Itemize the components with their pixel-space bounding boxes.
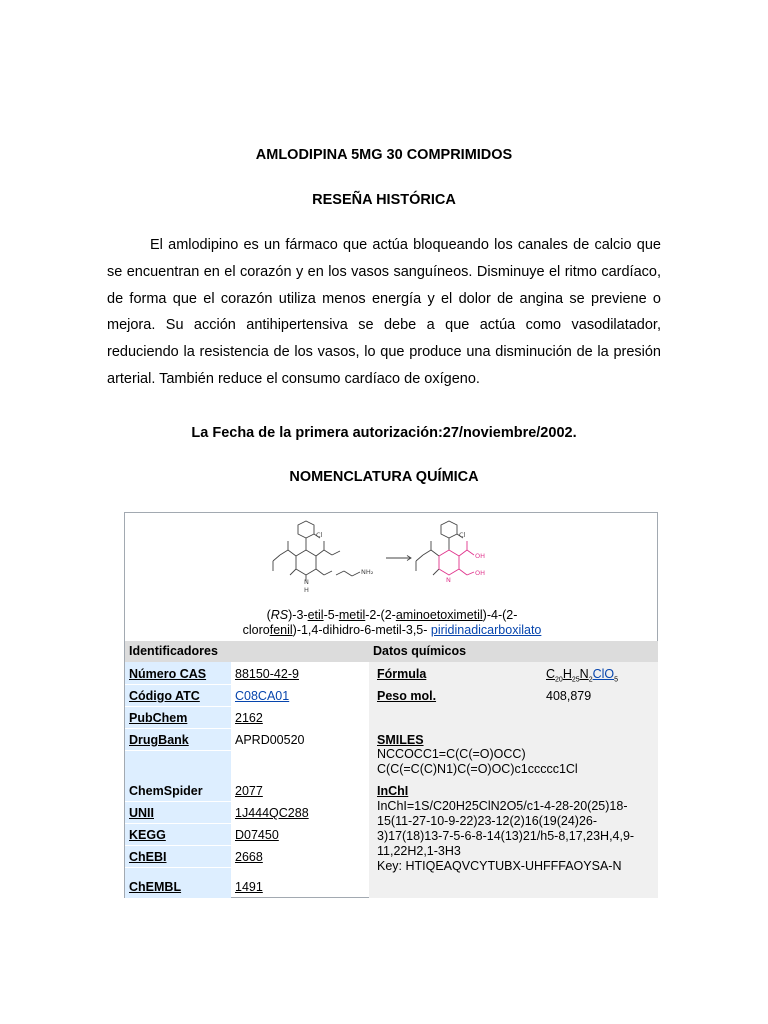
history-paragraph: El amlodipino es un fármaco que actúa bloqueando los canales de calcio que se encuentran en el corazón y en los vasos sanguíneos. Disminuye el ritmo cardíaco, de forma que el corazón utiliza menos energía y el dolor de angina se previene o mejora. Su acción antihipertensiva se debe a que actúa como vasodilatador, reduciendo la resistencia de los vasos, lo que produce una disminución de la presión arterial. También reduce el consumo cardíaco de oxígeno.: [107, 237, 661, 387]
value-mass: 408,879: [546, 689, 592, 703]
authorization-date: La Fecha de la primera autorización:27/noviembre/2002.: [191, 425, 577, 441]
value-smiles-line1: NCCOCC1=C(C(=O)OCC): [377, 747, 526, 761]
label-mass[interactable]: Peso mol.: [377, 689, 437, 703]
link-piridinadicarboxilato[interactable]: piridinadicarboxilato: [430, 623, 542, 637]
cl-label-right: Cl: [459, 531, 466, 539]
drug-infobox: [124, 512, 658, 898]
section-heading-nomenclature: NOMENCLATURA QUÍMICA: [289, 469, 479, 485]
value-inchi-line2: 15(11-27-10-9-22)23-12(2)16(19(24)26-: [377, 814, 598, 828]
oh-label-1: OH: [475, 552, 486, 560]
value-chembl[interactable]: 1491: [235, 880, 263, 894]
chemical-structure-image: [266, 517, 520, 607]
cl-label-left: Cl: [316, 531, 323, 539]
h-label: H: [304, 586, 309, 594]
label-kegg[interactable]: KEGG: [129, 828, 166, 842]
label-atc[interactable]: Código ATC: [129, 689, 200, 703]
label-chebi[interactable]: ChEBI: [129, 850, 167, 864]
value-formula: $C_{20}H_{25}N_2ClO_5$: [546, 667, 619, 684]
label-unii[interactable]: UNII: [129, 806, 154, 820]
label-chembl[interactable]: ChEMBL: [129, 880, 182, 894]
link-fenil[interactable]: fenil: [269, 623, 293, 637]
value-inchi-line1: InChI=1S/C20H25ClN2O5/c1-4-28-20(25)18-: [377, 799, 628, 813]
value-inchi-line4: 11,22H2,1-3H3: [377, 844, 461, 858]
label-cas[interactable]: Número CAS: [129, 667, 207, 681]
value-smiles-line2: C(C(=C(C)N1)C(=O)OC)c1ccccc1Cl: [377, 762, 578, 776]
label-inchi[interactable]: InChI: [377, 784, 409, 798]
label-chemspider: ChemSpider: [129, 784, 203, 798]
nh-label: N: [304, 578, 309, 586]
link-metil[interactable]: metil: [338, 608, 366, 622]
value-drugbank: APRD00520: [235, 733, 305, 747]
oh-label-2: OH: [475, 569, 486, 577]
pyridine-n-label: N: [446, 576, 451, 584]
value-pubchem[interactable]: 2162: [235, 711, 263, 725]
value-inchi-key: Key: HTIQEAQVCYTUBX-UHFFFAOYSA-N: [377, 859, 622, 873]
label-pubchem[interactable]: PubChem: [129, 711, 188, 725]
label-formula[interactable]: Fórmula: [377, 667, 427, 681]
value-atc[interactable]: C08CA01: [235, 689, 290, 703]
value-chebi[interactable]: 2668: [235, 850, 263, 864]
section-heading-history: RESEÑA HISTÓRICA: [312, 192, 456, 208]
nh2-label: NH₂: [361, 568, 374, 576]
label-drugbank[interactable]: DrugBank: [129, 733, 189, 747]
value-kegg[interactable]: D07450: [235, 828, 279, 842]
document-title: AMLODIPINA 5MG 30 COMPRIMIDOS: [255, 147, 513, 163]
value-chemspider[interactable]: 2077: [235, 784, 263, 798]
identifiers-header: Identificadores: [125, 641, 369, 662]
label-smiles: SMILES: [377, 733, 424, 747]
value-inchi-line3: 3)17(18)13-7-5-6-8-14(13)21/h5-8,17,23H,4,9-: [377, 829, 635, 843]
chemical-data-header: Datos químicos: [369, 641, 658, 662]
value-cas[interactable]: 88150-42-9: [235, 667, 299, 681]
link-aminoetoximetil[interactable]: aminoetoximetil: [395, 608, 483, 622]
iupac-caption: (RS)-3-etil-5-metil-2-(2-aminoetoximetil)-4-(2- clorofenil)-1,4-dihidro-6-metil-3,5- piridinadicarboxilato: [242, 608, 542, 637]
value-unii[interactable]: 1J444QC288: [235, 806, 309, 820]
link-etil[interactable]: etil: [307, 608, 324, 622]
